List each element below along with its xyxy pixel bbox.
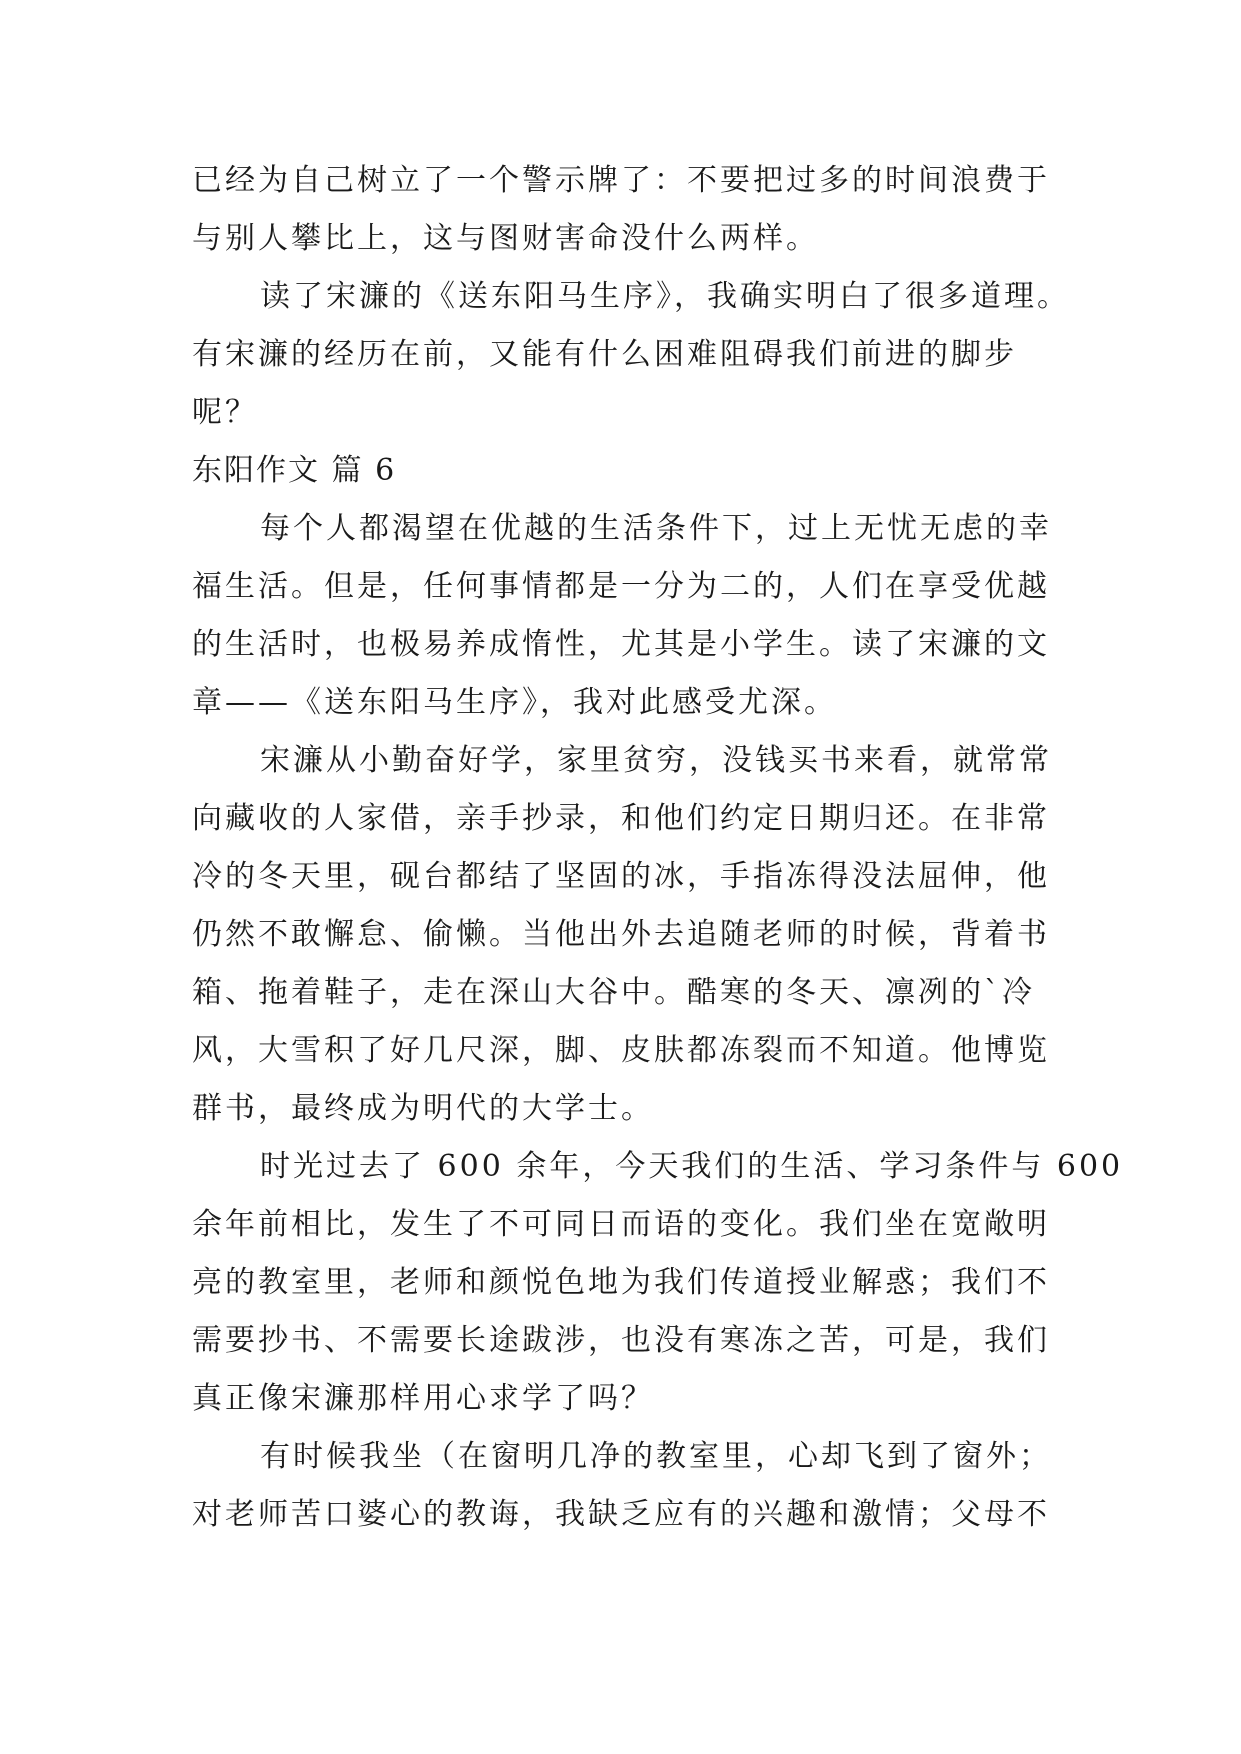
text-line: 宋濂从小勤奋好学，家里贫穷，没钱买书来看，就常常 [260,743,1052,778]
text-line: 有时候我坐（在窗明几净的教室里，心却飞到了窗外； [260,1439,1052,1474]
text-line: 需要抄书、不需要长途跋涉，也没有寒冻之苦，可是，我们 [192,1323,1050,1358]
text-line: 时光过去了 600 余年，今天我们的生活、学习条件与 600 [260,1149,1124,1184]
text-line: 呢？ [192,395,258,430]
text-line: 仍然不敢懈怠、偷懒。当他出外去追随老师的时候，背着书 [192,917,1050,952]
document-page [192,152,1124,1544]
text-line: 与别人攀比上，这与图财害命没什么两样。 [192,221,819,256]
text-line: 余年前相比，发生了不可同日而语的变化。我们坐在宽敞明 [192,1207,1050,1242]
text-line: 已经为自己树立了一个警示牌了：不要把过多的时间浪费于 [192,163,1050,198]
text-line: 群书，最终成为明代的大学士。 [192,1091,654,1126]
text-line: 亮的教室里，老师和颜悦色地为我们传道授业解惑；我们不 [192,1265,1050,1300]
text-line: 风，大雪积了好几尺深，脚、皮肤都冻裂而不知道。他博览 [192,1033,1050,1068]
section-heading: 东阳作文 篇 6 [192,453,397,488]
text-line: 向藏收的人家借，亲手抄录，和他们约定日期归还。在非常 [192,801,1050,836]
text-line: 福生活。但是，任何事情都是一分为二的，人们在享受优越 [192,569,1050,604]
text-line: 有宋濂的经历在前，又能有什么困难阻碍我们前进的脚步 [192,337,1017,372]
text-line: 每个人都渴望在优越的生活条件下，过上无忧无虑的幸 [260,511,1052,546]
text-line: 真正像宋濂那样用心求学了吗？ [192,1381,654,1416]
text-line: 对老师苦口婆心的教诲，我缺乏应有的兴趣和激情；父母不 [192,1497,1050,1532]
text-line: 读了宋濂的《送东阳马生序》，我确实明白了很多道理。 [260,279,1070,314]
text-line: 章——《送东阳马生序》，我对此感受尤深。 [192,685,837,720]
text-line: 箱、拖着鞋子，走在深山大谷中。酷寒的冬天、凛冽的`冷 [192,975,1035,1010]
text-line: 冷的冬天里，砚台都结了坚固的冰，手指冻得没法屈伸，他 [192,859,1050,894]
text-line: 的生活时，也极易养成惰性，尤其是小学生。读了宋濂的文 [192,627,1050,662]
